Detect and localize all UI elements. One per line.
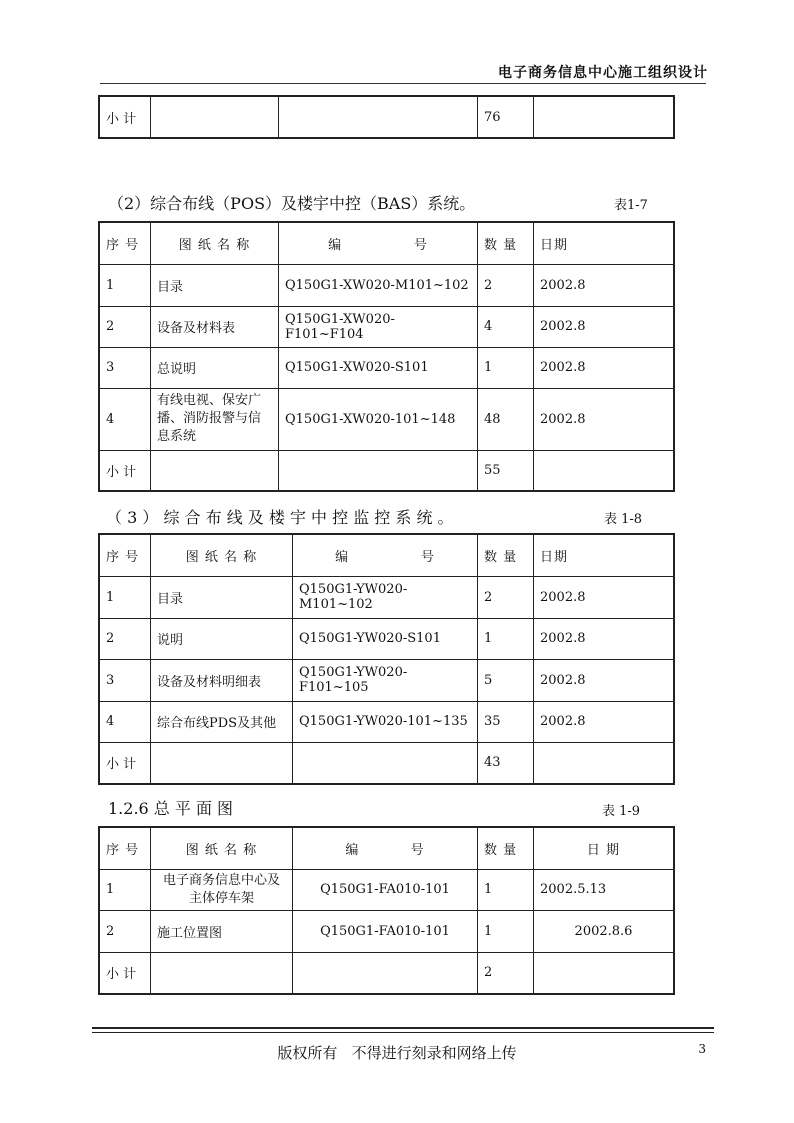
table-header-row [99, 222, 674, 264]
table-row [99, 576, 674, 618]
footer-divider [92, 1032, 714, 1033]
cell [151, 742, 293, 784]
table-row [99, 264, 674, 306]
cell: 2002.8 [534, 264, 675, 306]
table-reference: 表 1-8 [604, 512, 643, 527]
subtotal-qty: 2 [478, 952, 534, 994]
cell [151, 450, 279, 491]
cell: 1 [99, 869, 151, 910]
cell: Q150G1-FA010-101 [293, 910, 478, 952]
subtotal-label: 小 计 [99, 952, 151, 994]
cell [534, 742, 675, 784]
column-header: 数 量 [478, 222, 534, 264]
cell: 电子商务信息中心及主体停车架 [151, 869, 293, 910]
cell: 2002.8.6 [534, 910, 675, 952]
cell: 1 [99, 576, 151, 618]
cell: 2 [99, 618, 151, 659]
cell: 4 [99, 701, 151, 742]
cell: 2002.8 [534, 659, 675, 701]
cell: 目录 [151, 576, 293, 618]
drawing-table [98, 826, 675, 995]
cell: 48 [478, 388, 534, 450]
column-header: 编 号 [279, 222, 478, 264]
table-row [99, 388, 674, 450]
cell: 有线电视、保安广播、消防报警与信息系统 [151, 388, 279, 450]
cell: Q150G1-XW020-M101~102 [279, 264, 478, 306]
cell [534, 450, 675, 491]
cell: Q150G1-XW020-S101 [279, 347, 478, 388]
cell: 1 [478, 910, 534, 952]
cell: 2 [478, 576, 534, 618]
cell: 1 [99, 264, 151, 306]
drawing-table [98, 221, 675, 492]
cell: 3 [99, 659, 151, 701]
page-number: 3 [698, 1042, 706, 1056]
cell: Q150G1-YW020-M101~102 [293, 576, 478, 618]
cell: 施工位置图 [151, 910, 293, 952]
cell [279, 96, 478, 138]
cell: 3 [99, 347, 151, 388]
cell: 1 [478, 347, 534, 388]
subtotal-label: 小 计 [99, 450, 151, 491]
cell: Q150G1-YW020-F101~105 [293, 659, 478, 701]
cell: 35 [478, 701, 534, 742]
section-title: （ 3 ） 综 合 布 线 及 楼 宇 中 控 监 控 系 统 。 [106, 508, 454, 527]
cell: Q150G1-YW020-101~135 [293, 701, 478, 742]
cell [534, 952, 675, 994]
table-reference: 表1-7 [614, 198, 648, 213]
cell: 总说明 [151, 347, 279, 388]
qty-cell: 76 [478, 96, 534, 138]
cell: Q150G1-XW020-101~148 [279, 388, 478, 450]
section-title: 1.2.6 总 平 面 图 [108, 799, 234, 818]
cell: 4 [478, 306, 534, 347]
cell [293, 742, 478, 784]
column-header: 日期 [534, 534, 675, 576]
cell: 设备及材料明细表 [151, 659, 293, 701]
table-row [99, 96, 674, 138]
subtotal-qty: 43 [478, 742, 534, 784]
column-header: 序 号 [99, 534, 151, 576]
column-header: 日 期 [534, 827, 675, 869]
column-header: 图 纸 名 称 [151, 827, 293, 869]
cell: 5 [478, 659, 534, 701]
cell: 2002.8 [534, 388, 675, 450]
cell: 2 [99, 910, 151, 952]
cell: 2002.8 [534, 618, 675, 659]
subtotal-qty: 55 [478, 450, 534, 491]
cell: 2002.8 [534, 701, 675, 742]
subtotal-row [99, 742, 674, 784]
column-header: 编 号 [293, 827, 478, 869]
cell [293, 952, 478, 994]
footer-divider [92, 1027, 714, 1029]
table-row [99, 869, 674, 910]
cell: 说明 [151, 618, 293, 659]
header-divider [100, 83, 706, 84]
subtotal-label: 小 计 [99, 742, 151, 784]
table-row [99, 618, 674, 659]
column-header: 序 号 [99, 827, 151, 869]
cell: 2002.8 [534, 576, 675, 618]
column-header: 图 纸 名 称 [151, 534, 293, 576]
cell: 设备及材料表 [151, 306, 279, 347]
cell: 2002.8 [534, 347, 675, 388]
table-row [99, 701, 674, 742]
cell: 1 [478, 618, 534, 659]
column-header: 序 号 [99, 222, 151, 264]
table-row [99, 306, 674, 347]
cell: Q150G1-FA010-101 [293, 869, 478, 910]
column-header: 编 号 [293, 534, 478, 576]
table-reference: 表 1-9 [602, 804, 641, 819]
section-title: （2）综合布线（POS）及楼宇中控（BAS）系统。 [108, 194, 476, 213]
column-header: 图 纸 名 称 [151, 222, 279, 264]
column-header: 数 量 [478, 534, 534, 576]
cell [151, 952, 293, 994]
cell [534, 96, 675, 138]
subtotal-row [99, 952, 674, 994]
cell: 1 [478, 869, 534, 910]
cell: 综合布线PDS及其他 [151, 701, 293, 742]
cell [279, 450, 478, 491]
cell: 2002.8 [534, 306, 675, 347]
table-continuation [98, 95, 675, 139]
subtotal-label: 小 计 [99, 96, 151, 138]
cell: Q150G1-XW020-F101~F104 [279, 306, 478, 347]
column-header: 日期 [534, 222, 675, 264]
subtotal-row [99, 450, 674, 491]
table-row [99, 659, 674, 701]
table-header-row [99, 827, 674, 869]
table-row [99, 347, 674, 388]
drawing-table [98, 533, 675, 785]
document-header-title: 电子商务信息中心施工组织设计 [498, 65, 708, 81]
cell: 4 [99, 388, 151, 450]
cell: Q150G1-YW020-S101 [293, 618, 478, 659]
cell: 目录 [151, 264, 279, 306]
cell: 2 [99, 306, 151, 347]
cell: 2 [478, 264, 534, 306]
table-row [99, 910, 674, 952]
table-header-row [99, 534, 674, 576]
cell: 2002.5.13 [534, 869, 675, 910]
cell [151, 96, 279, 138]
footer-copyright: 版权所有 不得进行刻录和网络上传 [277, 1044, 517, 1062]
column-header: 数 量 [478, 827, 534, 869]
